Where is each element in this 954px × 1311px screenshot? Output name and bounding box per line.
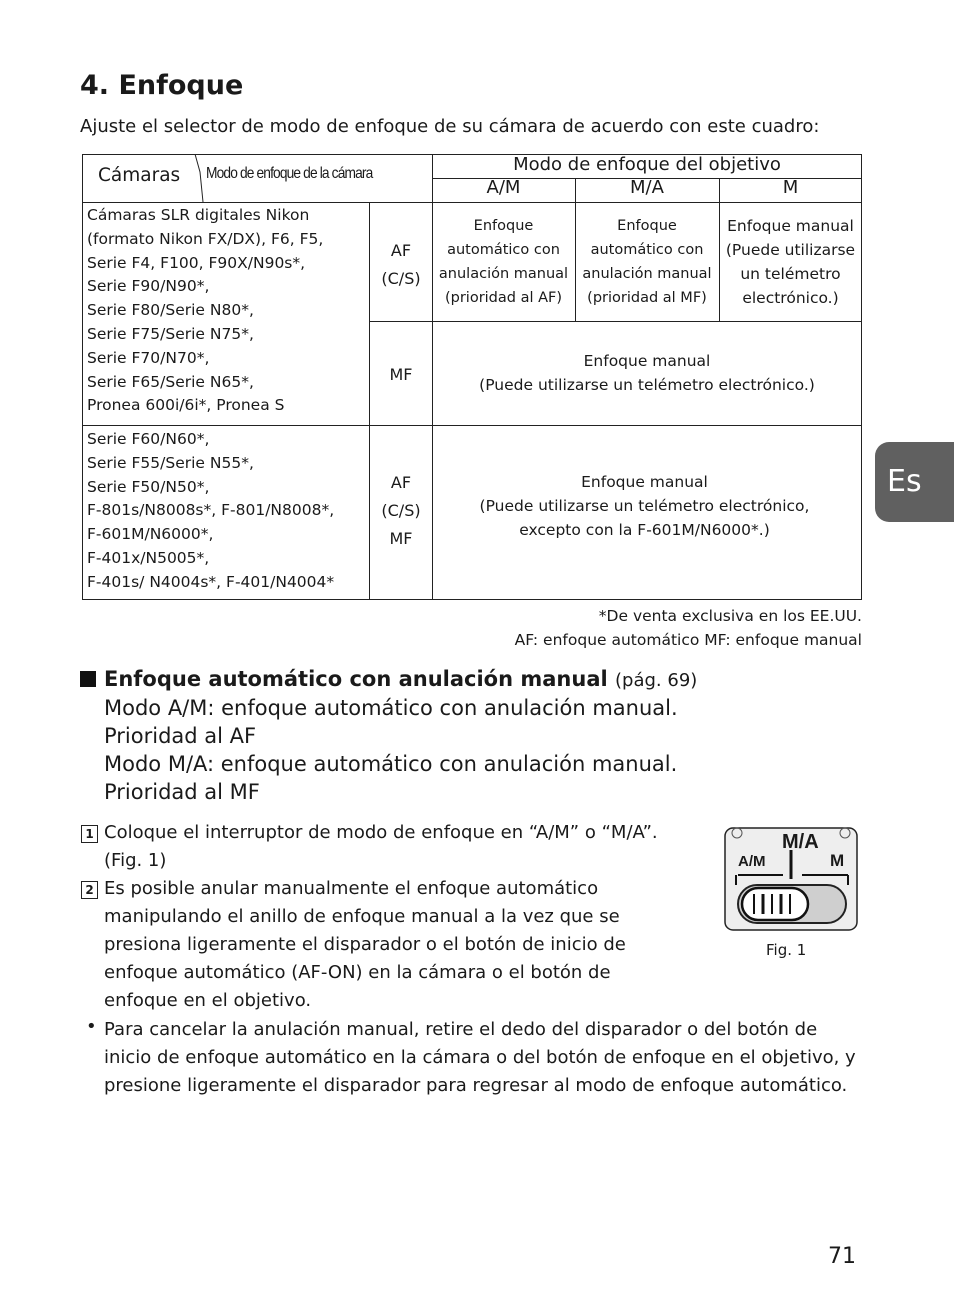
switch-label-am: A/M	[738, 853, 766, 870]
camera-line: Serie F65/Serie N65*,	[87, 372, 254, 391]
note-legend: AF: enfoque automático MF: enfoque manual	[514, 631, 862, 649]
cell-ma	[575, 214, 719, 310]
cell-line: anulación manual	[582, 266, 712, 282]
camera-line: Serie F90/N90*,	[87, 277, 210, 296]
cell-line: (Puede utilizarse un telémetro electrónico.)	[479, 376, 815, 394]
header-lens-mode: Modo de enfoque del objetivo	[513, 154, 781, 175]
header-col-ma: M/A	[630, 177, 664, 198]
bullet-dot: •	[86, 1016, 97, 1037]
camera-group-2	[87, 428, 334, 595]
cell-line: (Puede utilizarse un telémetro electrónico,	[479, 497, 810, 515]
camera-line: F-601M/N6000*,	[87, 525, 214, 544]
figure-caption: Fig. 1	[766, 941, 807, 959]
camera-line: Serie F50/N50*,	[87, 477, 210, 496]
note-usa: *De venta exclusiva en los EE.UU.	[598, 607, 862, 625]
camera-line: Serie F70/N70*,	[87, 348, 210, 367]
section-intro: Ajuste el selector de modo de enfoque de su cámara de acuerdo con este cuadro:	[80, 116, 820, 137]
header-cameras: Cámaras	[98, 165, 181, 186]
camera-line: F-801s/N8008s*, F-801/N8008*,	[87, 501, 335, 520]
cell-line: Enfoque manual	[727, 217, 854, 235]
step-text: Es posible anular manualmente el enfoque automático manipulando el anillo de enfoque manual a la vez que se presiona ligeramente el disparador o el botón de inicio de enfoque automático (AF-ON) en la cámara o el botón de enfoque en el objetivo.	[104, 878, 626, 1011]
mode-line: AF	[390, 473, 412, 492]
cell-line: (prioridad al MF)	[587, 290, 707, 306]
mode-af-label: AF	[390, 241, 412, 260]
cell-line: electrónico.)	[742, 289, 839, 307]
cell-am	[432, 214, 575, 310]
step-number: 2	[81, 881, 98, 899]
cell-line: Enfoque manual	[583, 352, 711, 370]
camera-line: Serie F75/Serie N75*,	[87, 324, 254, 343]
cell-line: Enfoque manual	[581, 473, 708, 491]
mode-line: Modo A/M: enfoque automático con anulación manual.	[104, 696, 678, 720]
focus-mode-table	[82, 154, 862, 600]
square-bullet-icon	[80, 671, 96, 687]
mode-af	[370, 237, 432, 293]
mode-line: Modo M/A: enfoque automático con anulación manual.	[104, 752, 678, 776]
step-text: Coloque el interruptor de modo de enfoque en “A/M” o “M/A”. (Fig. 1)	[104, 822, 658, 871]
cell-line: Enfoque	[617, 218, 677, 234]
header-col-am: A/M	[486, 177, 521, 198]
header-col-m: M	[782, 177, 799, 198]
section-title: 4. Enfoque	[80, 70, 244, 101]
cell-line: (Puede utilizarse	[725, 241, 856, 259]
camera-line: Pronea 600i/6i*, Pronea S	[87, 396, 285, 415]
camera-line: F-401s/ N4004s*, F-401/N4004*	[87, 572, 335, 591]
cell-line: automático con	[447, 242, 560, 258]
language-tab: Es	[875, 442, 954, 522]
page-number: 71	[828, 1244, 856, 1269]
cell-m	[719, 214, 862, 310]
cell-mf	[432, 349, 862, 397]
override-heading-text: Enfoque automático con anulación manual	[104, 667, 608, 691]
mode-line: MF	[389, 529, 413, 548]
mode-af-mf	[370, 469, 432, 553]
mode-af-sub: (C/S)	[381, 269, 421, 288]
camera-line: Serie F60/N60*,	[87, 430, 210, 448]
cell-line: Enfoque	[473, 218, 534, 234]
header-camera-mode: Modo de enfoque de la cámara	[206, 165, 373, 182]
mode-line: (C/S)	[381, 501, 421, 520]
page-ref: (pág. 69)	[615, 670, 698, 691]
camera-line: Serie F55/Serie N55*,	[87, 453, 254, 472]
cell-line: un telémetro	[740, 265, 841, 283]
focus-switch-figure	[724, 827, 858, 931]
cell-line: excepto con la F-601M/N6000*.)	[519, 521, 770, 539]
bullet-text: Para cancelar la anulación manual, retire el dedo del disparador o del botón de inicio de enfoque automático en la cámara o del botón de enfoque en el objetivo, y presione ligeramente el disparador para regresar al modo de enfoque automático.	[104, 1019, 856, 1096]
mode-line: Prioridad al MF	[104, 780, 260, 804]
camera-line: Cámaras SLR digitales Nikon	[87, 206, 310, 224]
override-heading	[104, 667, 697, 691]
camera-line: (formato Nikon FX/DX), F6, F5,	[87, 229, 324, 248]
camera-group-1	[87, 204, 323, 418]
cell-line: (prioridad al AF)	[444, 290, 563, 306]
mode-line: Prioridad al AF	[104, 724, 257, 748]
camera-line: F-401x/N5005*,	[87, 548, 210, 567]
mode-mf: MF	[389, 365, 413, 384]
cell-line: automático con	[590, 242, 704, 258]
switch-label-m: M	[830, 851, 845, 870]
step-number: 1	[81, 825, 98, 843]
cell-line: anulación manual	[438, 266, 569, 282]
switch-label-ma: M/A	[782, 831, 819, 853]
camera-line: Serie F80/Serie N80*,	[87, 301, 254, 320]
cell-group2	[432, 470, 857, 542]
camera-line: Serie F4, F100, F90X/N90s*,	[87, 253, 306, 272]
